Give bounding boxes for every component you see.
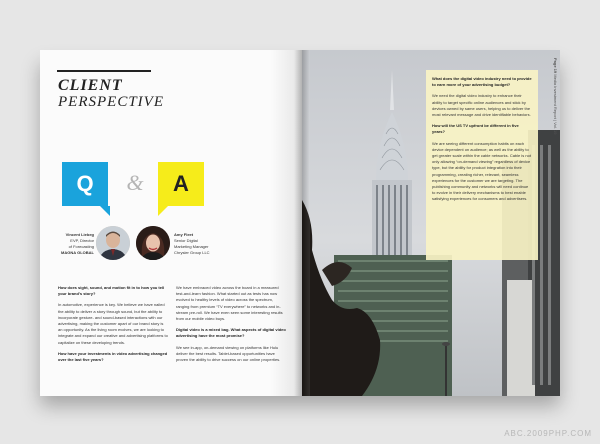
answer: We are seeing different consumption habits on each device dependent on audience; as well as the ability to get greater scale within the cable networks. Cable is not only allowing “on-demand viewing” regardless of device type, but the ability for product integration into their programming, creating richer, relevant, seamless experiences for the customer we are targeting. The publishing community and networks will need continue to evolve in their delivery mechanisms to best enable satisfying experiences for consumers and advertisers. <box>432 140 531 202</box>
q-badge <box>62 162 108 206</box>
title-rule <box>57 70 151 72</box>
watermark: ABC.2009PHP.COM <box>504 429 592 438</box>
bio-role: Marketing Manager <box>174 244 209 249</box>
title-client: CLIENT <box>58 77 123 94</box>
bio-role: EVP, Director <box>70 238 94 243</box>
ampersand: & <box>126 170 144 195</box>
bio-role: of Forecasting <box>68 244 94 249</box>
q-letter: Q <box>76 171 94 196</box>
bio-vincent <box>58 232 94 256</box>
article-column-2 <box>176 285 286 368</box>
question: How does sight, sound, and motion fit in to how you tell your brand’s story? <box>58 285 165 297</box>
answer: We need the digital video industry to enhance their ability to target specific online audiences and stick by devices owned by same users, helping us to deliver the most relevant message and drive identifiable behaviors. <box>432 93 531 118</box>
answer: In automotive, experience is key. We believe we have nailed the ability to deliver a story through sound, but the ability to incorporate gesture- and sound-based interactions with our advertising, making the customer apart of our brand story is an opportunity. As the living room evolves, we are looking to integrate and expand our creative and advertising platforms to capitalize on these developing trends. <box>58 302 168 345</box>
avatar-amy <box>136 226 170 260</box>
bio-company: MAGNA GLOBAL <box>61 250 94 255</box>
title-perspective: PERSPECTIVE <box>58 94 164 110</box>
question: How will the US TV upfront be different in five years? <box>432 123 519 135</box>
bio-role: Senior Digital <box>174 238 198 243</box>
running-head <box>552 58 558 135</box>
portrait-woman-icon <box>136 226 170 260</box>
article-column-1 <box>58 285 168 368</box>
q-badge-tail <box>100 206 110 216</box>
avatar-vincent <box>96 226 130 260</box>
right-qa-text <box>432 76 532 208</box>
book-gutter <box>294 50 310 396</box>
portrait-man-icon <box>96 226 130 260</box>
bio-name: Vincent Liebeg <box>65 232 94 237</box>
a-badge <box>158 162 204 206</box>
answer: We have embraced video across the board in a measured test-and-learn fashion. What started out as tests has now evolved to healthy levels of video across the spectrum, ranging from premium “TV everywhere” to networks and in-stream pre-roll. We have even seen some interesting results from our mobile video buys. <box>176 285 283 322</box>
bio-name: Amy Fleet <box>174 232 194 237</box>
page-number: Page 19 <box>553 58 558 74</box>
a-badge-tail <box>158 206 168 216</box>
question: How have your investments in video advertising changed over the last five years? <box>58 350 168 363</box>
bio-company: Chrysler Group LLC <box>174 250 210 255</box>
answer: We see in-app, on-demand viewing on platforms like Hulu deliver the best results. Tablet-based opportunities have proven the ability to drive success on our online properties. <box>176 344 281 363</box>
bio-amy <box>174 232 226 256</box>
a-letter: A <box>173 171 189 196</box>
running-head-text: Media Investment Report | Vol. 19 <box>553 74 558 135</box>
question: What does the digital video industry need to provide to earn more of your advertising budget? <box>432 76 532 88</box>
question: Digital video is a mixed bag. What aspects of digital video advertising have the most promise? <box>176 327 286 339</box>
